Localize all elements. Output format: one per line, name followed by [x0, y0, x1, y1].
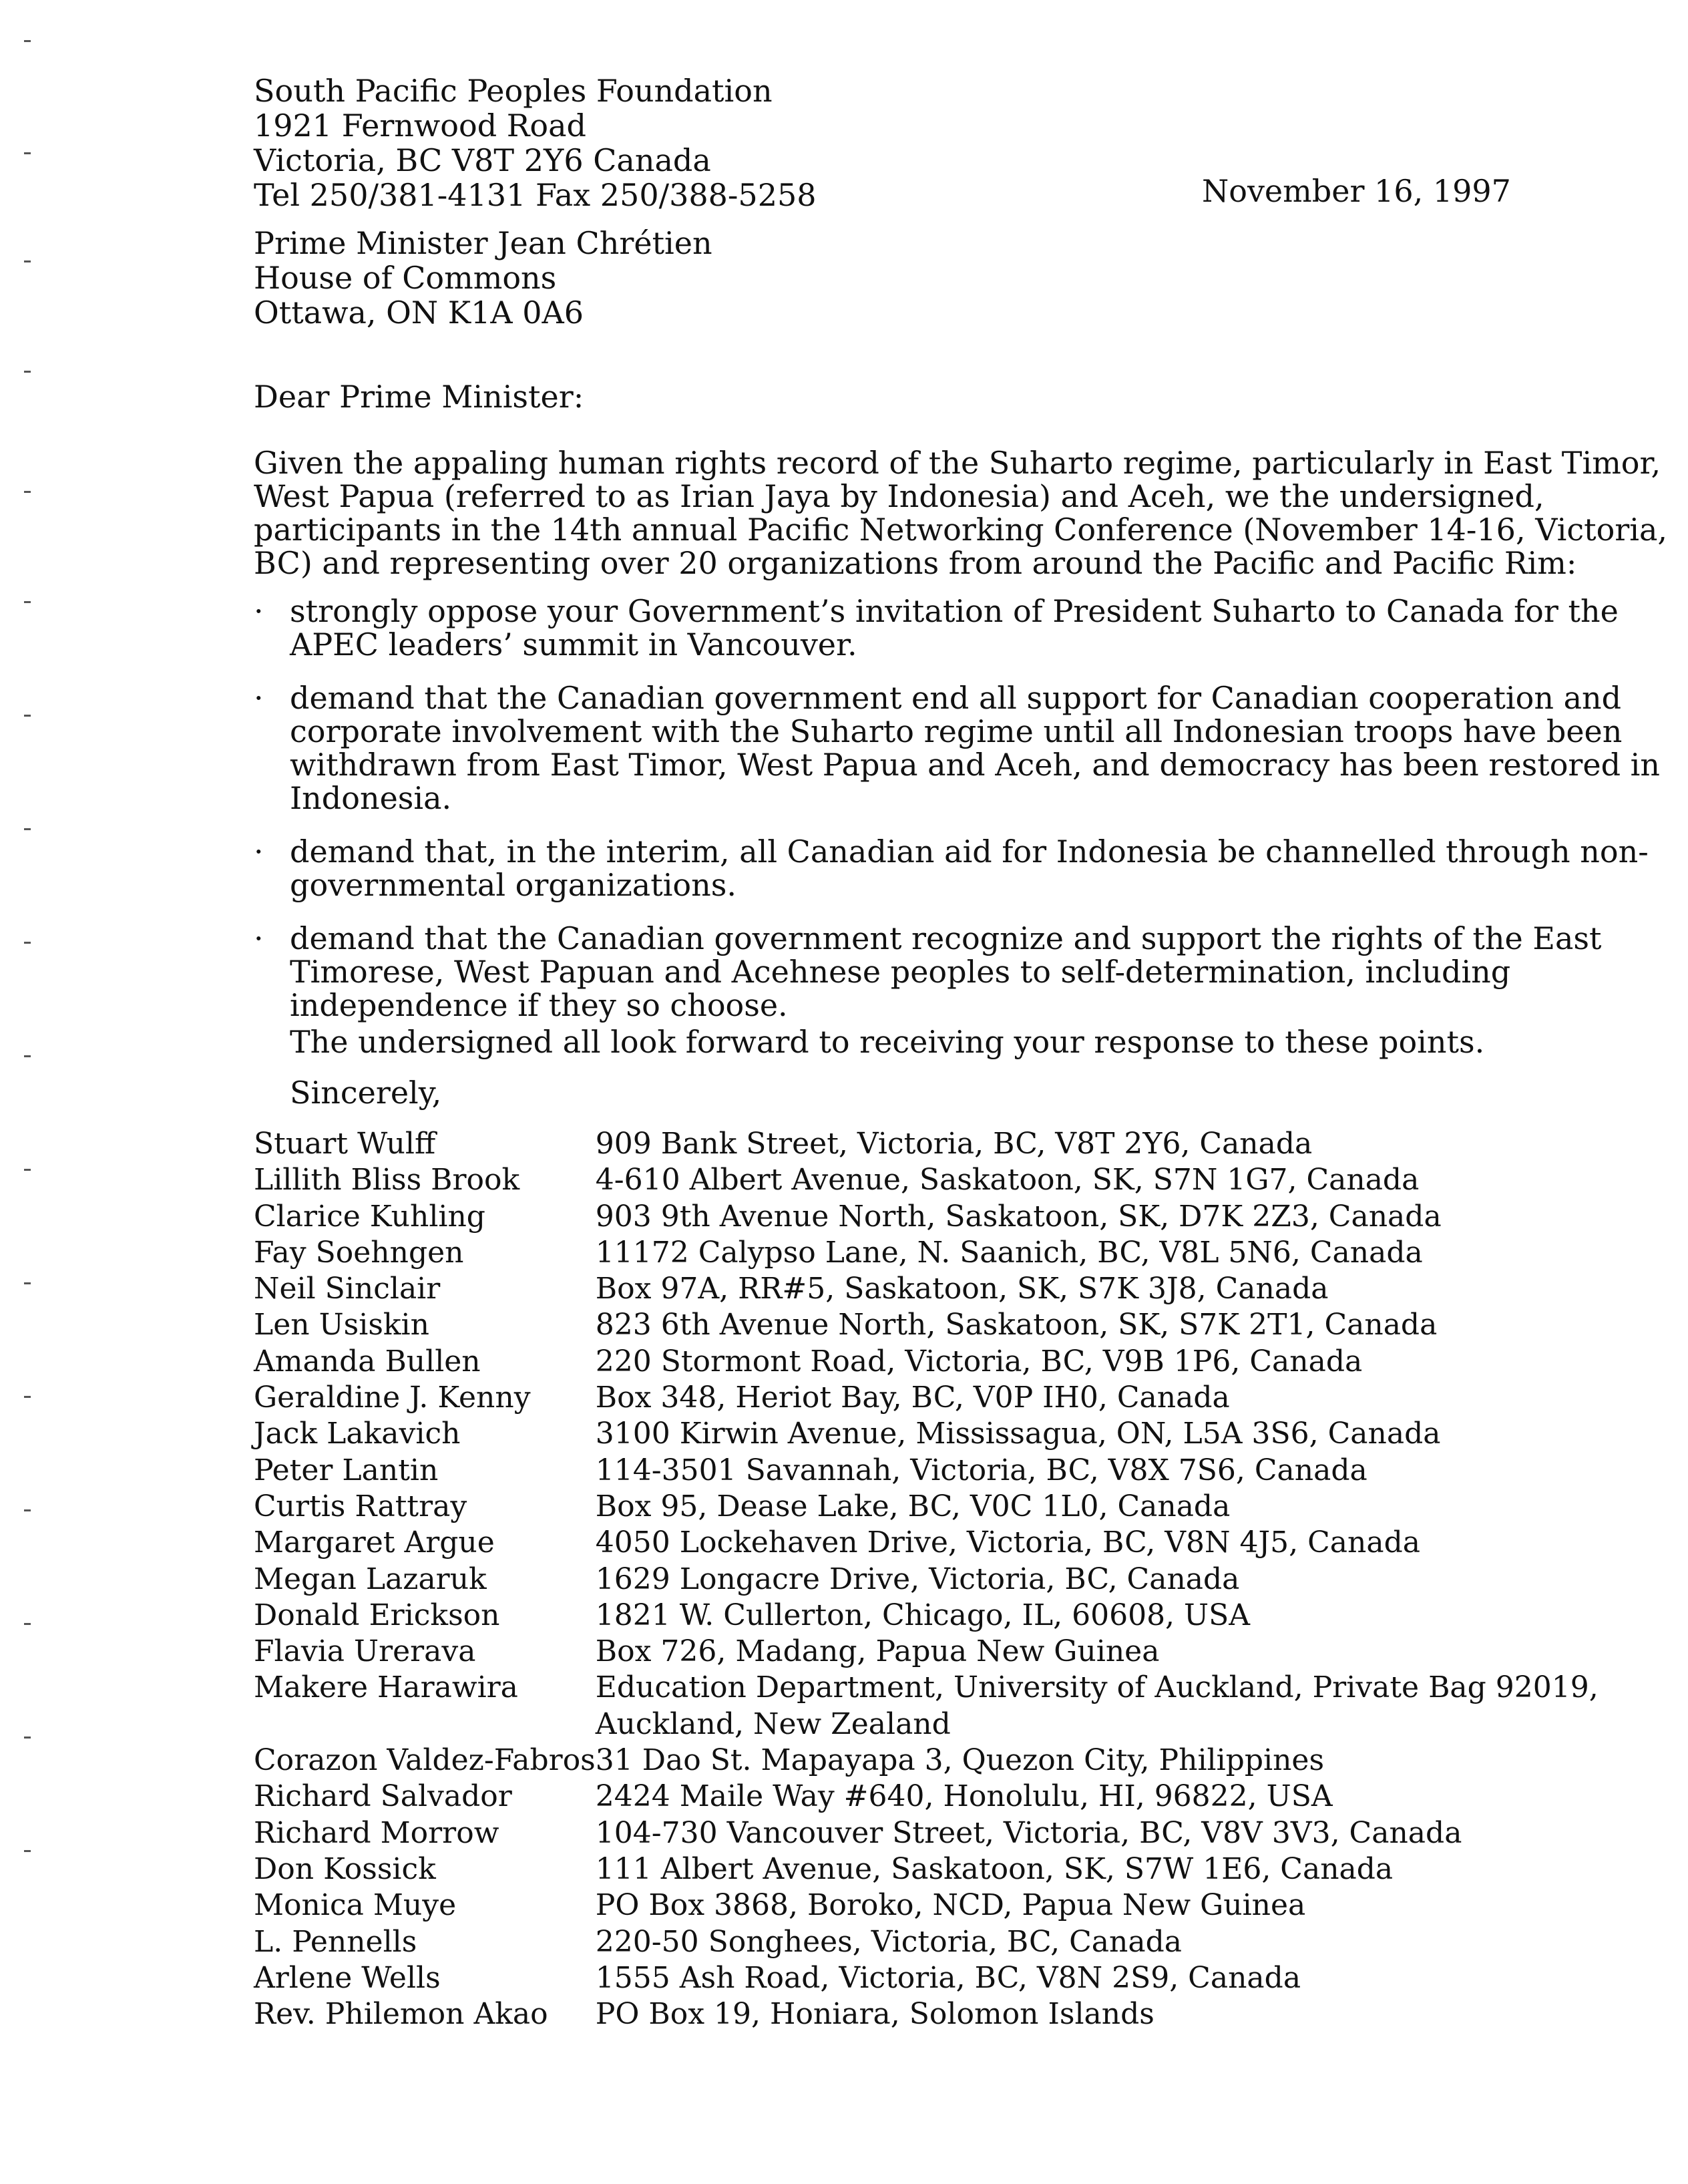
signatory-row — [254, 1453, 1599, 1489]
signatory-address: Box 97A, RR#5, Saskatoon, SK, S7K 3J8, Canada — [595, 1272, 1329, 1306]
signatory-name: Margaret Argue — [254, 1525, 495, 1560]
demand-line: demand that, in the interim, all Canadian aid for Indonesia be channelled through non- — [290, 834, 1649, 870]
signatory-row — [254, 1344, 1599, 1380]
demand-line: APEC leaders’ summit in Vancouver. — [290, 626, 857, 663]
signatory-address: 220 Stormont Road, Victoria, BC, V9B 1P6, Canada — [595, 1344, 1363, 1379]
signatories-table — [254, 1126, 1599, 2032]
signatory-address: 2424 Maile Way #640, Honolulu, HI, 96822, USA — [595, 1779, 1333, 1814]
scan-mark — [24, 1850, 31, 1852]
intro-line: Given the appaling human rights record of the Suharto regime, particularly in East Timor, — [254, 445, 1661, 481]
signatory-name-empty — [254, 1706, 596, 1743]
sender-line: Tel 250/381-4131 Fax 250/388-5258 — [254, 177, 817, 213]
signatory-row — [254, 1525, 1599, 1561]
signatory-row — [254, 1634, 1599, 1670]
scan-mark — [24, 828, 31, 830]
signatory-address: PO Box 3868, Boroko, NCD, Papua New Guinea — [595, 1888, 1306, 1923]
signatory-address: 909 Bank Street, Victoria, BC, V8T 2Y6, Canada — [595, 1127, 1313, 1161]
signatory-name: Jack Lakavich — [254, 1417, 461, 1451]
signatory-name: Arlene Wells — [254, 1960, 441, 1995]
signatory-name: Lillith Bliss Brook — [254, 1163, 520, 1198]
scan-mark — [24, 1623, 31, 1625]
signatory-name: Curtis Rattray — [254, 1489, 467, 1523]
signatory-name: L. Pennells — [254, 1924, 417, 1959]
signatory-name: Richard Salvador — [254, 1779, 512, 1814]
scan-mark — [24, 1509, 31, 1511]
scan-mark — [24, 152, 31, 154]
signatory-row — [254, 1887, 1599, 1924]
recipient-line: Prime Minister Jean Chrétien — [254, 225, 712, 261]
signatory-address: Box 95, Dease Lake, BC, V0C 1L0, Canada — [595, 1489, 1231, 1523]
signatory-address: Education Department, University of Auckland, Private Bag 92019, — [595, 1670, 1599, 1705]
signatory-address: 3100 Kirwin Avenue, Mississagua, ON, L5A 3S6, Canada — [595, 1417, 1441, 1451]
recipient-line: House of Commons — [254, 260, 557, 296]
demand-item — [254, 593, 1619, 663]
scan-edge-marks — [0, 0, 53, 2184]
signatory-name: Makere Harawira — [254, 1670, 518, 1705]
scan-mark — [24, 601, 31, 603]
signatory-row — [254, 1162, 1599, 1198]
signatory-row — [254, 1851, 1599, 1887]
signatory-row — [254, 1779, 1599, 1815]
signatory-row — [254, 1235, 1599, 1271]
signatory-address: 903 9th Avenue North, Saskatoon, SK, D7K 2Z3, Canada — [595, 1199, 1442, 1234]
signatory-name: Peter Lantin — [254, 1453, 439, 1487]
signatory-row — [254, 1271, 1599, 1307]
signatory-name: Monica Muye — [254, 1888, 457, 1923]
signatory-address: 4050 Lockehaven Drive, Victoria, BC, V8N 4J5, Canada — [595, 1525, 1420, 1560]
scan-mark — [24, 491, 31, 493]
signatory-address: Box 726, Madang, Papua New Guinea — [595, 1634, 1160, 1669]
signatory-address: 104-730 Vancouver Street, Victoria, BC, V8V 3V3, Canada — [595, 1815, 1462, 1850]
signatory-row — [254, 1307, 1599, 1343]
closing-sentence: The undersigned all look forward to receiving your response to these points. — [290, 1024, 1485, 1060]
scan-mark — [24, 1055, 31, 1057]
signatory-name: Don Kossick — [254, 1851, 436, 1886]
demand-line: corporate involvement with the Suharto regime until all Indonesian troops have been — [290, 713, 1623, 749]
signatory-name: Fay Soehngen — [254, 1235, 464, 1270]
signatory-name: Amanda Bullen — [254, 1344, 481, 1379]
sender-address — [254, 73, 817, 212]
intro-line: participants in the 14th annual Pacific Networking Conference (November 14-16, Victoria, — [254, 512, 1668, 548]
signatory-row — [254, 1924, 1599, 1960]
bullet-dot-icon: · — [254, 920, 264, 956]
signatory-row — [254, 1416, 1599, 1452]
signatory-row — [254, 1670, 1599, 1706]
scan-mark — [24, 1282, 31, 1284]
scan-mark — [24, 1396, 31, 1398]
recipient-address — [254, 226, 712, 330]
scan-mark — [24, 40, 31, 42]
signatory-row — [254, 1743, 1599, 1779]
demand-item — [254, 680, 1661, 816]
demand-line: demand that the Canadian government recognize and support the rights of the East — [290, 920, 1602, 956]
sender-line: 1921 Fernwood Road — [254, 108, 586, 144]
signatory-name: Stuart Wulff — [254, 1127, 436, 1161]
signatory-address: PO Box 19, Honiara, Solomon Islands — [595, 1997, 1154, 2032]
signatory-name: Len Usiskin — [254, 1308, 429, 1342]
signatory-name: Donald Erickson — [254, 1598, 500, 1632]
signatory-address: 1821 W. Cullerton, Chicago, IL, 60608, USA — [595, 1598, 1251, 1632]
signatory-row — [254, 1562, 1599, 1598]
signatory-name: Megan Lazaruk — [254, 1562, 487, 1596]
signatory-name: Neil Sinclair — [254, 1272, 441, 1306]
signatory-address: 31 Dao St. Mapayapa 3, Quezon City, Philippines — [595, 1743, 1325, 1778]
scan-mark — [24, 260, 31, 262]
signatory-row — [254, 1815, 1599, 1851]
bullet-dot-icon: · — [254, 593, 264, 629]
demand-item — [254, 920, 1602, 1023]
signatory-address: Box 348, Heriot Bay, BC, V0P IH0, Canada — [595, 1381, 1230, 1415]
signatory-name: Clarice Kuhling — [254, 1199, 485, 1234]
scan-mark — [24, 1737, 31, 1739]
bullet-dot-icon: · — [254, 834, 264, 870]
demand-line: strongly oppose your Government’s invitation of President Suharto to Canada for the — [290, 593, 1619, 629]
signatory-address: 11172 Calypso Lane, N. Saanich, BC, V8L 5N6, Canada — [595, 1235, 1423, 1270]
scan-mark — [24, 1169, 31, 1171]
signatory-row — [254, 1199, 1599, 1235]
demand-item — [254, 834, 1649, 903]
demand-line: withdrawn from East Timor, West Papua and Aceh, and democracy has been restored in — [290, 747, 1661, 783]
signatory-row — [254, 1996, 1599, 2032]
signatory-address: 114-3501 Savannah, Victoria, BC, V8X 7S6, Canada — [595, 1453, 1367, 1487]
signatories-body — [254, 1126, 1599, 2032]
signatory-name: Geraldine J. Kenny — [254, 1381, 531, 1415]
signatory-row — [254, 1380, 1599, 1416]
intro-paragraph — [254, 446, 1667, 580]
signatory-address: 1629 Longacre Drive, Victoria, BC, Canada — [595, 1562, 1240, 1596]
demand-line: demand that the Canadian government end all support for Canadian cooperation and — [290, 680, 1622, 716]
demand-line: governmental organizations. — [290, 867, 736, 903]
signatory-address: 823 6th Avenue North, Saskatoon, SK, S7K 2T1, Canada — [595, 1308, 1438, 1342]
recipient-line: Ottawa, ON K1A 0A6 — [254, 295, 584, 331]
signatory-name: Flavia Urerava — [254, 1634, 476, 1669]
intro-line: West Papua (referred to as Irian Jaya by Indonesia) and Aceh, we the undersigned, — [254, 478, 1544, 514]
signatory-row — [254, 1126, 1599, 1162]
scan-mark — [24, 371, 31, 373]
signatory-address: 111 Albert Avenue, Saskatoon, SK, S7W 1E6, Canada — [595, 1851, 1394, 1886]
scan-mark — [24, 942, 31, 944]
signatory-name: Corazon Valdez-Fabros — [254, 1743, 596, 1778]
signatory-address: 1555 Ash Road, Victoria, BC, V8N 2S9, Canada — [595, 1960, 1301, 1995]
signatory-row — [254, 1598, 1599, 1634]
salutation: Dear Prime Minister: — [254, 379, 584, 415]
demand-line: Timorese, West Papuan and Acehnese peoples to self-determination, including — [290, 954, 1511, 990]
scan-mark — [24, 715, 31, 717]
sender-line: South Pacific Peoples Foundation — [254, 73, 773, 109]
demand-line: independence if they so choose. — [290, 987, 788, 1023]
signatory-row-continued — [254, 1706, 1599, 1743]
intro-line: BC) and representing over 20 organizations from around the Pacific and Pacific Rim: — [254, 545, 1577, 581]
sign-off: Sincerely, — [290, 1075, 442, 1111]
signatory-address: 4-610 Albert Avenue, Saskatoon, SK, S7N 1G7, Canada — [595, 1163, 1420, 1198]
sender-line: Victoria, BC V8T 2Y6 Canada — [254, 142, 711, 178]
demand-line: Indonesia. — [290, 780, 452, 816]
bullet-dot-icon: · — [254, 680, 264, 716]
signatory-row — [254, 1960, 1599, 1996]
signatory-name: Rev. Philemon Akao — [254, 1997, 548, 2032]
letter-date: November 16, 1997 — [1202, 173, 1511, 209]
signatory-row — [254, 1489, 1599, 1525]
signatory-address: 220-50 Songhees, Victoria, BC, Canada — [595, 1924, 1182, 1959]
signatory-address-continued: Auckland, New Zealand — [595, 1706, 951, 1741]
signatory-name: Richard Morrow — [254, 1815, 499, 1850]
